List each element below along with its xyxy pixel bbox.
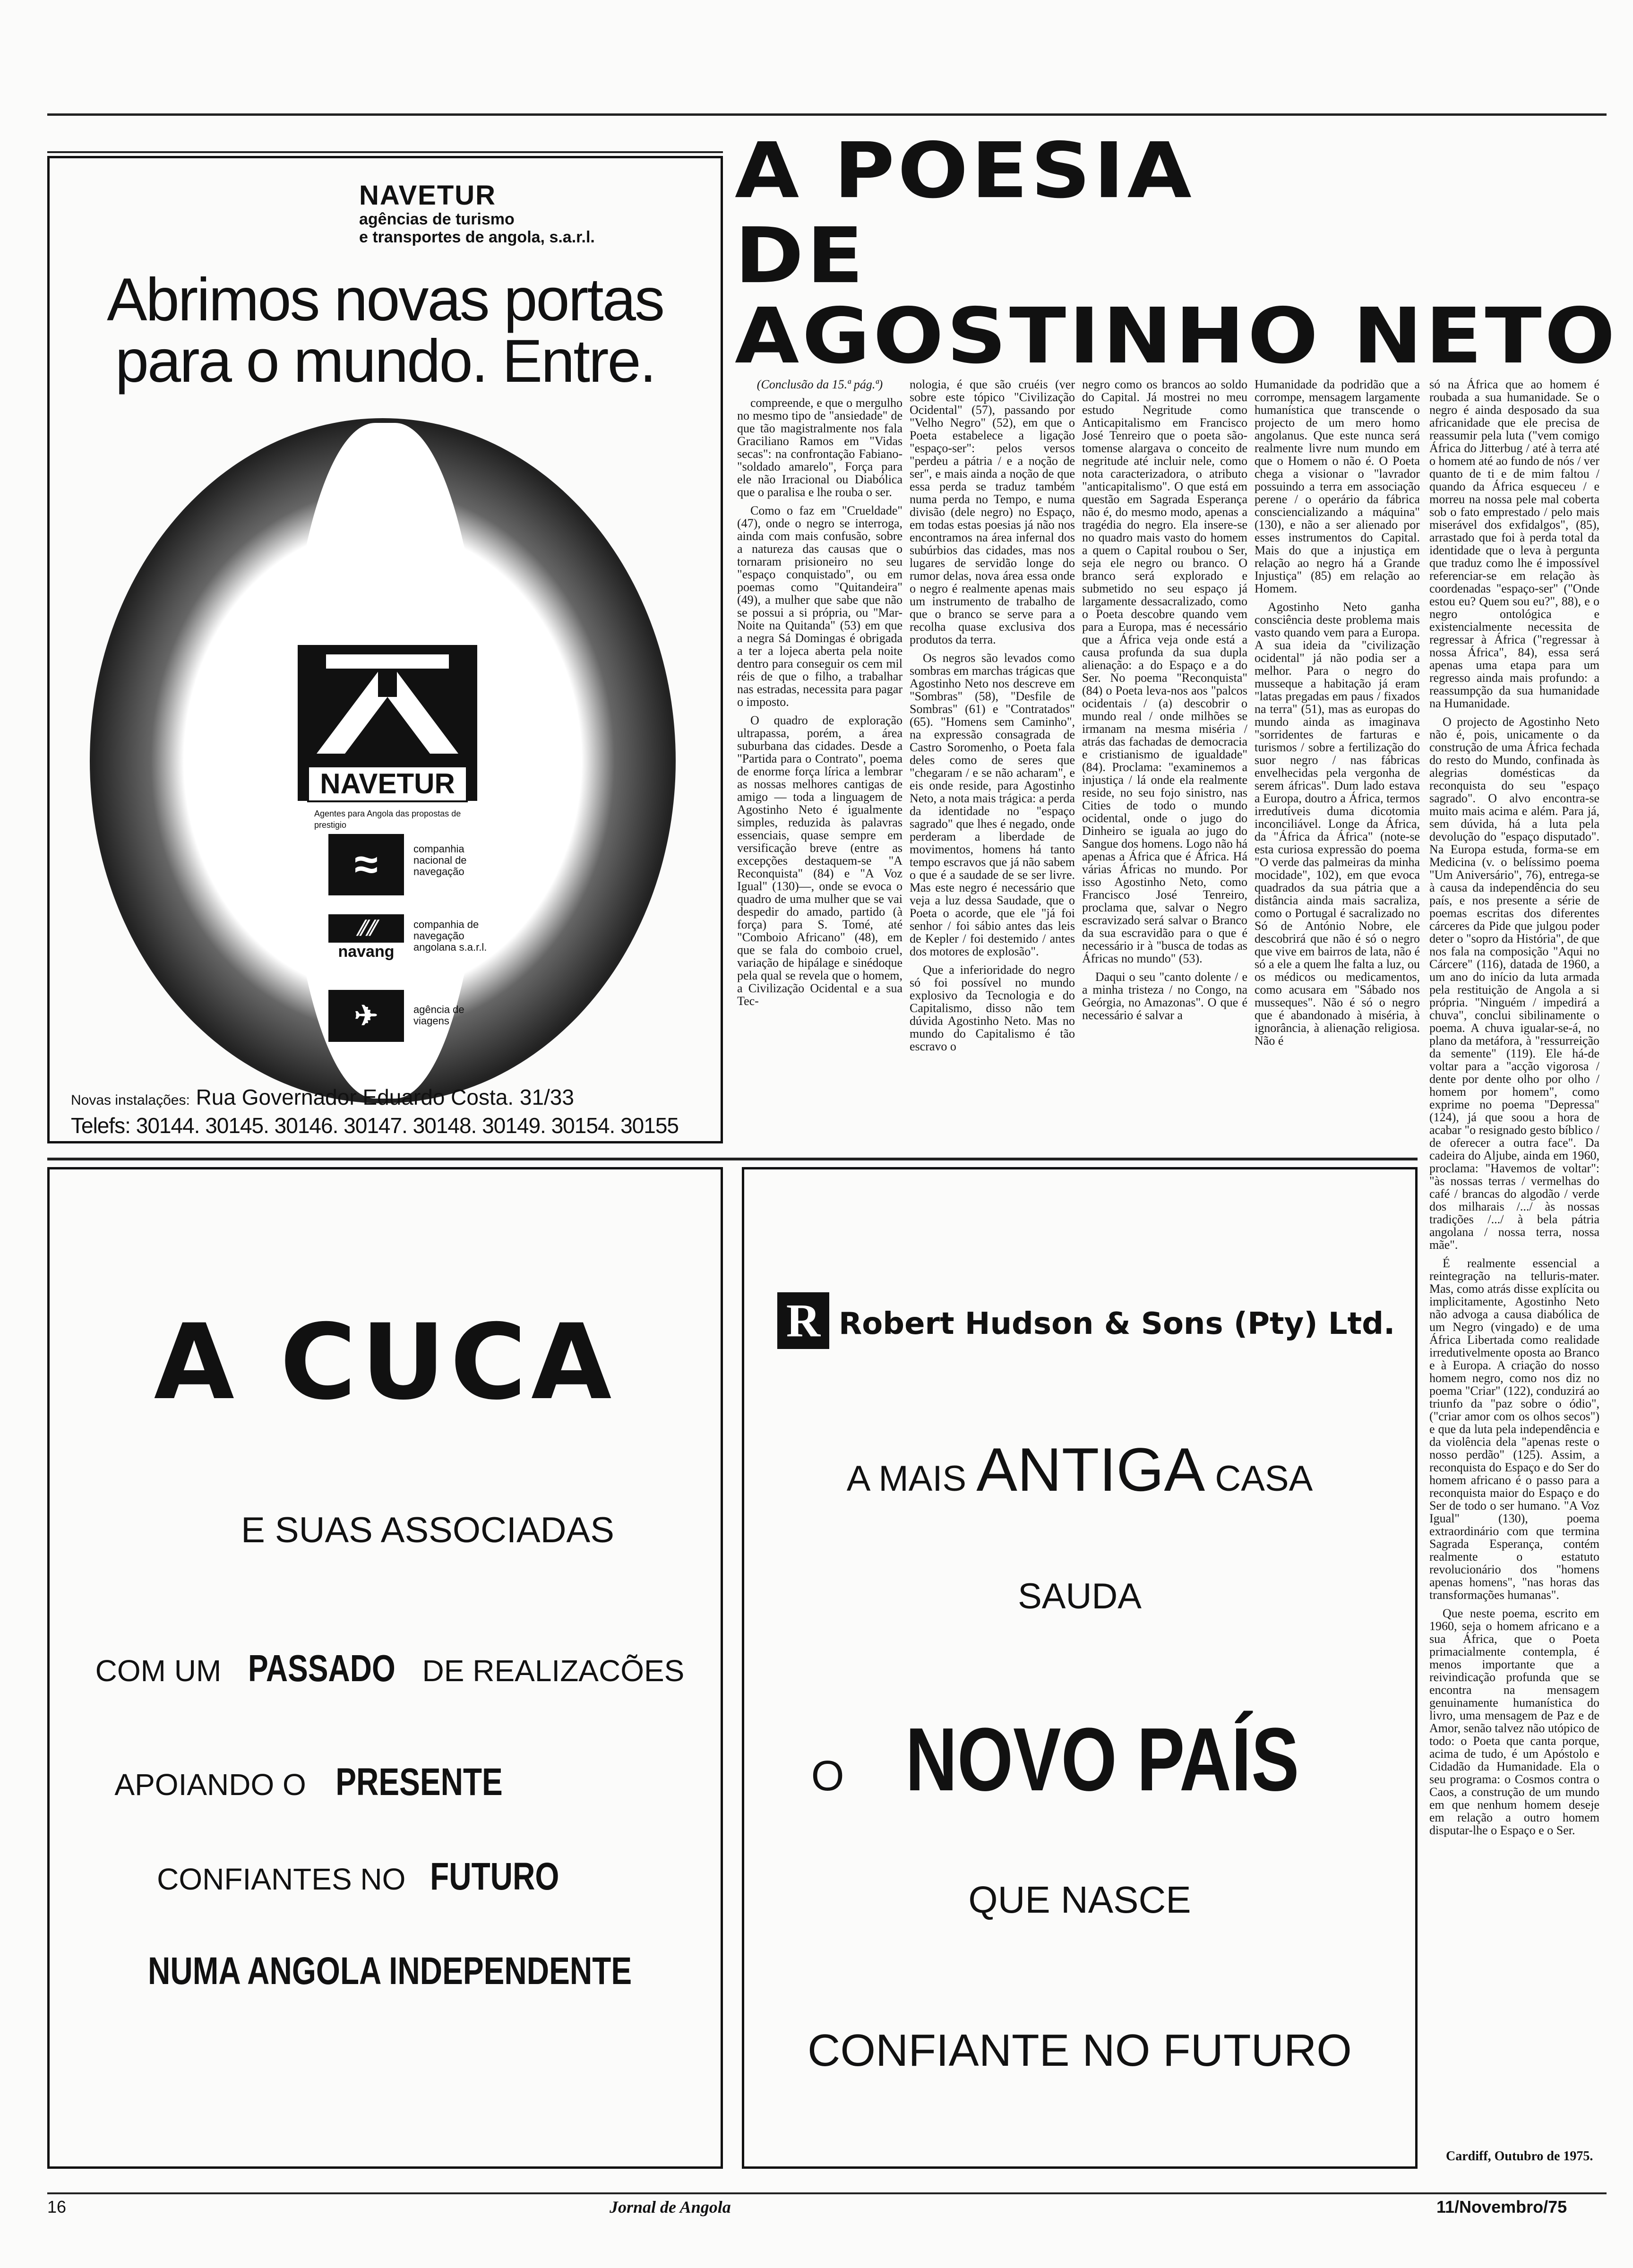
article-column-2 — [910, 378, 1075, 1158]
cuca-line-3 — [59, 1760, 579, 1804]
cuca-ad — [47, 1167, 723, 2169]
partner-1-text: companhia nacional de navegação — [413, 843, 467, 877]
top-rule-left — [47, 151, 723, 153]
col1-paragraph: O quadro de exploração ultrapassa, porém, a área suburbana das cidades. Desde a "Partida para o Contrato", poema de enorme força lírica a lembrar as nossas melhores cantigas de amigo — toda a linguagem de Agostinho Neto é igualmente simples, reduzida às palavras essenciais, quase sempre em versificação breve (entre as excepções destaquem-se "A Reconquista" (84) e "A Voz Igual" (130)—, onde se evoca o quadro de uma mulher que se vai despedir do amado, partido (à força) para S. Tomé, até "Comboio Africano" (48), em que se fala do comboio cruel, variação de hipálage e sinédoque pela qual se revela que o homem, a Civilização Ocidental e a sua Tec- — [737, 713, 902, 1008]
navetur-slogan-1: Abrimos novas portas — [107, 266, 663, 334]
navetur-slogan-2: para o mundo. Entre. — [115, 327, 655, 395]
col1-paragraph: Como o faz em "Crueldade" (47), onde o negro se interroga, ainda com mais confusão, sobre a natureza das causas que o tornaram prisioneiro no seu "espaço conquistado", ou em poemas como "Quitandeira" (49), a mulher que sabe que não se possui a si própria, ou "Mar-Noite na Quitanda" (53) em que a negra Sá Domingas é obrigada a ter a lojeca aberta pela noite dentro para conseguir os cem mil réis de que o filho, a trabalhar nas estradas, necessita para pagar o imposto. — [737, 504, 902, 709]
phones-value: 30144. 30145. 30146. 30147. 30148. 30149. 30154. 30155 — [136, 1113, 679, 1138]
hudson-line-1-a: A MAIS — [846, 1459, 977, 1499]
partner-3-text: agência de viagens — [413, 1004, 464, 1027]
navetur-company-name: NAVETUR — [359, 180, 497, 211]
cuca-line-1: E SUAS ASSOCIADAS — [241, 1510, 614, 1550]
hudson-company-name: Robert Hudson & Sons (Pty) Ltd. — [839, 1306, 1395, 1341]
navetur-logo-subtext: Agentes para Angola das propostas de prestigio — [314, 809, 461, 830]
middle-rule — [47, 1158, 1418, 1160]
hudson-line-3-b: NOVO PAÍS — [905, 1710, 1299, 1810]
col1-paragraph: compreende, e que o mergulho no mesmo tipo de "ansiedade" de que tão magistralmente nos fala Graciliano Ramos em "Vidas secas": na confrontação Fabiano-"soldado amarelo", Força para ele não Irracional ou Diabólica que o paralisa e lhe rouba o ser. — [737, 396, 902, 499]
navetur-logo — [298, 645, 477, 801]
footer-rule — [47, 2192, 1607, 2194]
cuca-line-4 — [59, 1855, 673, 1899]
navetur-address-line — [71, 1084, 574, 1110]
cuca-line-4-b: FUTURO — [430, 1855, 559, 1898]
article-signoff: Cardiff, Outubro de 1975. — [1446, 2149, 1593, 2164]
navang-brand: navang — [338, 943, 395, 961]
cuca-line-5 — [59, 1949, 721, 1993]
hudson-line-3-a: O — [811, 1753, 856, 1800]
cuca-line-2-a: COM UM — [95, 1654, 230, 1688]
navetur-ad — [47, 156, 723, 1143]
navetur-a-logo-icon — [298, 645, 477, 763]
continuation-note: (Conclusão da 15.ª pág.ª) — [756, 378, 883, 391]
col4-paragraph: Agostinho Neto ganha consciência deste problema mais vasto quando vem para a Europa. A sua ideia da "civilização ocidental" já não podia ser a melhor. Para o negro do musseque a habitação já eram "latas pregadas em paus / fixados na terra" (51), mas as europas do mundo ainda as imaginava "sorridentes de farturas e turismos / sobre a fertilização do suor negro / nas fábricas envelhecidas pela vergonha de serem áfricas". Dum lado estava a Europa, doutro a África, termos irredutíveis duma dicotomia inconciliável. Longe da África, da "África da África" (note-se esta curiosa expressão do poema "O verde das palmeiras da minha mocidade", 102), em que evoca quadrados da sua pátria que a distância ainda mais sacraliza, como o Portugal é sacralizado no Só de António Nobre, ele descobrirá que não é só o negro que vive em bairros de lata, não é só a ele a quem lhe falta a luz, ou os médicos ou medicamentos, como acusara em "Sábado nos musseques". Não é só o negro que é abandonado à miséria, à ignorância, à alienação religiosa. Não é — [1255, 600, 1420, 1048]
cuca-line-2-b: PASSADO — [248, 1647, 395, 1689]
article-column-4 — [1255, 378, 1420, 1158]
article-column-5 — [1429, 378, 1599, 2140]
headline-line-3: AGOSTINHO NETO — [735, 292, 1618, 381]
navang-logo-icon: ⫽⫽ — [328, 914, 404, 943]
cuca-line-3-a: APOIANDO O — [114, 1768, 315, 1802]
col2-paragraph: Que a inferioridade do negro só foi possível no mundo explosivo da Tecnologia e do Capitalismo, disso não tem dúvida Agostinho Neto. Mas no mundo do Capitalismo é tão escravo o — [910, 963, 1075, 1053]
hudson-line-1-c: CASA — [1205, 1459, 1313, 1499]
newspaper-name: Jornal de Angola — [610, 2198, 731, 2216]
article-column-1 — [737, 378, 902, 1158]
hudson-line-1 — [744, 1434, 1415, 1505]
hudson-line-2: SAUDA — [1018, 1576, 1142, 1616]
navetur-phones-line — [71, 1113, 679, 1138]
cuca-line-2-c: DE REALIZACÕES — [413, 1654, 685, 1688]
agencia-viagens-logo-icon: ✈ — [328, 990, 404, 1042]
hudson-line-3 — [744, 1708, 1415, 1811]
navetur-logo-text: NAVETUR — [307, 765, 468, 802]
cnn-logo-icon: ≈ — [328, 834, 404, 895]
article-column-3 — [1082, 378, 1247, 1158]
col3-paragraph: Daqui o seu "canto dolente / e a minha tristeza / no Congo, na Geórgia, no Amazonas". O que é necessário é salvar a — [1082, 970, 1247, 1022]
headline-line-1: A POESIA — [735, 126, 1195, 215]
col3-paragraph: negro como os brancos ao soldo do Capital. Já mostrei no meu estudo Negritude como Anticapitalismo em Francisco José Tenreiro que o poeta são-tomense alargava o conceito de negritude até incluir nele, como nota caracterizadora, o atributo "anticapitalismo". O que está em questão em Sagrada Esperança não é, do mesmo modo, apenas a tragédia do negro. Ela insere-se no quadro mais vasto do homem a quem o Capital roubou o Ser, seja ele negro ou branco. O branco será explorado e submetido no seu espaço já largamente dessacralizado, como o Poeta descobre quando vem para a Europa, mas é necessário que a África veja onde está a causa profunda da sua dupla alienação: a do Espaço e a do Ser. No poema "Reconquista" (84) o Poeta leva-nos aos "palcos ocidentais / (a) descobrir o mundo real / onde milhões se irmanam na mesma miséria / atrás das fachadas de democracia e cristianismo de igualdade" (84). Proclama: "examinemos a injustiça / lá onde ela realmente reside, no seu fojo sinistro, nas Cities de todo o mundo ocidental, onde o jugo do Dinheiro se iguala ao jugo do Sangue dos homens. Logo não há apenas a África que é África. Há várias Áfricas no mundo. Por isso Agostinho Neto, como Francisco José Tenreiro, proclama que, salvar o Negro escravizado será salvar o Branco da sua escravidão para o que é necessário ir à "busca de todas as Áfricas no mundo" (53). — [1082, 378, 1247, 965]
partner-2-text: companhia de navegação angolana s.a.r.l. — [413, 919, 487, 953]
cuca-line-3-b: PRESENTE — [335, 1761, 503, 1804]
col4-paragraph: Humanidade da podridão que a corrompe, mensagem largamente humanística que transcende o projecto de um mero homo angolanus. Que este nunca será realmente livre num mundo em que o Homem o não é. O Poeta chega a visionar o "lavrador possuindo a terra em associação perene / o operário da fábrica consciencializando a máquina" (130), e não a ser alienado por esses instrumentos do Capital. Mais do que a injustiça em relação ao negro há a Grande Injustiça" (85) em relação ao Homem. — [1255, 378, 1420, 595]
cuca-line-5-text: NUMA ANGOLA INDEPENDENTE — [147, 1950, 632, 1993]
hudson-logo-icon: R — [777, 1292, 829, 1349]
col5-paragraph: O projecto de Agostinho Neto não é, pois, unicamente o da construção de uma África fechada do resto do Mundo, confinada às alegrias domésticas da reconquista do seu "espaço sagrado". O alvo encontra-se muito mais acima e além. Para já, sem dúvida, há a luta pela devolução do "espaço disputado". Na Europa estuda, forma-se em Medicina (v. o belíssimo poema "Um Aniversário", 76), entrega-se à causa da independência do seu país, e nos presente a série de poemas escritas dos diferentes cárceres da Pide que julgou poder deter o "sopro da História", de que nos fala na composição "Aqui no Cárcere" (116), datada de 1960, a um ano do início da luta armada pela restituição de Angola a si própria. "Ninguém / impedirá a chuva", conclui sibilinamente o poema. A chuva igualar-se-á, no plano da metáfora, à "ressurreição da semente" (119). Ele há-de voltar para a "acção vigorosa / dente por dente olho por olho / homem por homem", como exprime no poema "Depressa" (124), já que soou a hora de acabar "o resignado gesto bíblico / de oferecer a outra face". Da cadeira do Aljube, ainda em 1960, proclama: "Havemos de voltar": "às nossas terras / vermelhas do café / brancas do algodão / verde dos milharais /.../ às nossas tradições /.../ à bela pátria angolana / nossa terra, nossa mãe". — [1429, 715, 1599, 1252]
cuca-line-4-a: CONFIANTES NO — [157, 1862, 414, 1896]
col2-paragraph: nologia, é que são cruéis (ver sobre este tópico "Civilização Ocidental" (57), passando por "Velho Negro" (52), em que o Poeta estabelece a ligação "espaço-ser": pelos versos "perdeu a pátria / e a noção de ser", e mais ainda a noção de que essa perda se traduz também numa perda no Tempo, e numa divisão (dele negro) no Espaço, em todas estas poesias já não nos encontramos na área infernal dos subúrbios das cidades, mas nos lugares de servidão longe do rumor delas, nova área essa onde o negro é realmente apenas mais um instrumento de trabalho de que o branco se serve para a recolha quase exclusiva dos produtos da terra. — [910, 378, 1075, 646]
cuca-line-2 — [59, 1647, 721, 1690]
top-rule — [47, 113, 1607, 116]
navetur-tagline-2: e transportes de angola, s.a.r.l. — [359, 228, 595, 246]
hudson-line-5: CONFIANTE NO FUTURO — [808, 2025, 1352, 2076]
col5-paragraph: É realmente essencial a reintegração na telluris-mater. Mas, como atrás disse explícita ou implicitamente, Agostinho Neto não advoga a causa diabólica de um Negro (vingado) e de uma África Libertada como realidade irredutivelmente oposta ao Branco e à Europa. A criação do nosso homem negro, como nos diz no poema "Criar" (122), conduzirá ao triunfo da "paz sobre o ódio", ("criar amor com os olhos secos") e que da luta pela independência e da violência dela "apenas reste o nosso perdão" (125). Assim, a reconquista do Espaço e do Ser do homem africano é o passo para a reconquista maior do Espaço e do Ser de todo o ser humano. "A Voz Igual" (130), poema extraordinário com que termina Sagrada Esperança, contém realmente o estatuto revolucionário dos "homens apenas homens", "nas horas das transformações humanas". — [1429, 1256, 1599, 1602]
navetur-tagline-1: agências de turismo — [359, 210, 515, 228]
hudson-line-4: QUE NASCE — [968, 1879, 1191, 1921]
col5-paragraph: só na África que ao homem é roubada a sua humanidade. Se o negro é ainda desposado da sua africanidade que ele precisa de reassumir pela luta ("vem comigo África do Jitterbug / até à terra até o homem até ao fundo de nós / ver quanto de ti e de mim faltou / quando da África esqueceu / e morreu na nossa pele mal coberta sob o fato emprestado / pelo mais miserável dos exfidalgos", (85), arrastado que foi à perda total da identidade que o leva à pergunta que traduz como lhe é impossível referenciar-se em relação às coordenadas "espaço-ser" ("Onde estou eu? Quem sou eu?", 88), e o negro ontológica e existencialmente necessita de regressar à África ("regressar à nossa África", 84), essa será apenas uma etapa para um regresso ainda mais profundo: a reassumpção da sua humanidade na Humanidade. — [1429, 378, 1599, 710]
address-label: Novas instalações: — [71, 1092, 190, 1108]
address-value: Rua Governador Eduardo Costa. 31/33 — [196, 1085, 574, 1109]
issue-date: 11/Novembro/75 — [1436, 2197, 1567, 2216]
page-number: 16 — [47, 2197, 67, 2216]
headline-line-2: DE — [735, 211, 867, 301]
cuca-logo: A CUCA — [154, 1302, 617, 1423]
col2-paragraph: Os negros são levados como sombras em marchas trágicas que Agostinho Neto nos descreve em "Sombras" (58), "Desfile de Sombras" (61) e "Contratados" (65). "Homens sem Caminho", na expressão consagrada de Castro Soromenho, o Poeta fala deles como de seres que "chegaram / e se não acharam", e eis onde reside, para Agostinho Neto, a nota mais trágica: a perda da identidade no "espaço sagrado" que lhes é negado, onde perderam a liberdade de movimentos, homens há tanto tempo escravos que já não sabem o que é a saudade de se ser livre. Mas este negro é necessário que veja a luz dessa Saudade, que o Poeta o acorde, que ele "já foi senhor / foi sábio antes das leis de Kepler / foi destemido / antes dos motores de explosão". — [910, 651, 1075, 958]
hudson-ad — [742, 1167, 1418, 2169]
hudson-line-1-b: ANTIGA — [976, 1435, 1205, 1504]
col5-paragraph: Que neste poema, escrito em 1960, seja o homem africano e a sua África, que o Poeta primacialmente contempla, é menos importante que a reivindicação profunda que se encontra na mensagem genuinamente humanística do livro, uma mensagem de Paz e de Amor, senão talvez não utópico de todo: o Poeta que canta porque, acima de tudo, é um Apóstolo e Cidadão da Humanidade. Ela o seu programa: o Cosmos contra o Caos, a construção de um mundo em que nenhum homem deseje em relação a outro homem disputar-lhe o Espaço e o Ser. — [1429, 1606, 1599, 1837]
phones-label: Telefs: — [71, 1113, 130, 1138]
